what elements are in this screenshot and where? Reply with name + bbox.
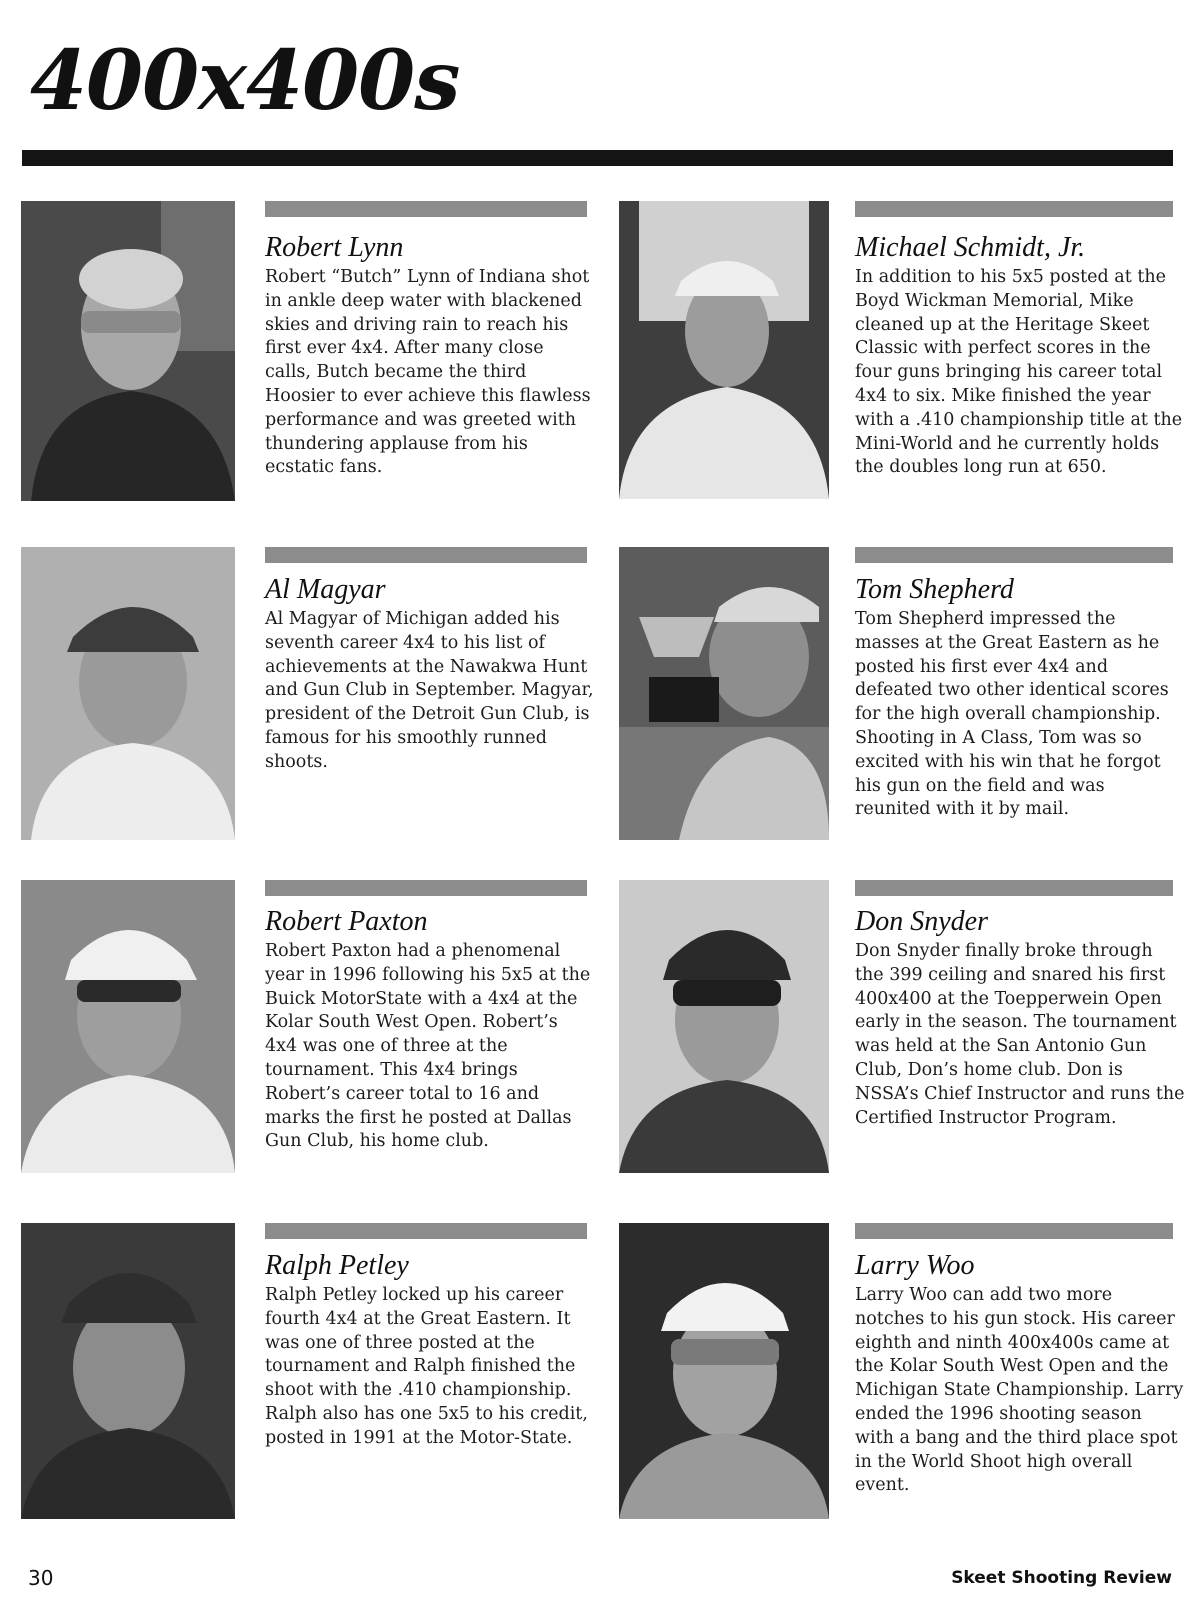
name-divider-bar [855, 1223, 1173, 1239]
profile-name: Don Snyder [855, 906, 988, 937]
profile-bio: In addition to his 5x5 posted at the Boyd Wickman Memorial, Mike cleaned up at the Heritage Skeet Classic with perfect scores in the four guns bringing his career total 4x4 to six. Mike finished the year with a .410 championship title at the Mini-World and he currently holds the doubles long run at 650. [855, 267, 1183, 478]
portrait-photo-tom-shepherd [619, 547, 829, 840]
name-divider-bar [855, 880, 1173, 896]
profile-name: Robert Lynn [265, 232, 404, 263]
name-divider-bar [855, 547, 1173, 563]
name-divider-bar [265, 1223, 587, 1239]
profile-bio: Tom Shepherd impressed the masses at the Great Eastern as he posted his first ever 4x4 and defeated two other identical scores for the high overall championship. Shooting in A Class, Tom was so excited with his win that he forgot his gun on the field and was reunited with it by mail. [855, 609, 1169, 820]
profile-bio: Larry Woo can add two more notches to his gun stock. His career eighth and ninth 400x400s came at the Kolar South West Open and the Michigan State Championship. Larry ended the 1996 shooting season with a bang and the third place spot in the World Shoot high overall event. [855, 1285, 1184, 1496]
portrait-photo-michael-schmidt [619, 201, 829, 499]
portrait-photo-robert-lynn [21, 201, 235, 501]
portrait-photo-al-magyar [21, 547, 235, 840]
profile-name: Al Magyar [265, 574, 386, 605]
portrait-photo-don-snyder [619, 880, 829, 1173]
profile-name: Robert Paxton [265, 906, 428, 937]
profile-bio: Don Snyder finally broke through the 399 ceiling and snared his first 400x400 at the Toepperwein Open early in the season. The tournament was held at the San Antonio Gun Club, Don’s home club. Don is NSSA’s Chief Instructor and runs the Certified Instructor Program. [855, 941, 1185, 1128]
profile-name: Tom Shepherd [855, 574, 1014, 605]
profile-bio: Robert “Butch” Lynn of Indiana shot in ankle deep water with blackened skies and driving rain to reach his first ever 4x4. After many close calls, Butch became the third Hoosier to ever achieve this flawless performance and was greeted with thundering applause from his ecstatic fans. [265, 267, 591, 478]
name-divider-bar [855, 201, 1173, 217]
name-divider-bar [265, 880, 587, 896]
profile-name: Michael Schmidt, Jr. [855, 232, 1086, 263]
profile-name: Larry Woo [855, 1250, 975, 1281]
title-rule [22, 150, 1173, 166]
profile-name: Ralph Petley [265, 1250, 409, 1281]
name-divider-bar [265, 547, 587, 563]
profile-bio: Al Magyar of Michigan added his seventh career 4x4 to his list of achievements at the Nawakwa Hunt and Gun Club in September. Magyar, president of the Detroit Gun Club, is famous for his smoothly runned shoots. [265, 609, 594, 772]
name-divider-bar [265, 201, 587, 217]
portrait-photo-ralph-petley [21, 1223, 235, 1519]
page-number: 30 [28, 1566, 54, 1590]
publication-name: Skeet Shooting Review [951, 1568, 1172, 1588]
portrait-photo-larry-woo [619, 1223, 829, 1519]
profile-bio: Robert Paxton had a phenomenal year in 1996 following his 5x5 at the Buick MotorState with a 4x4 at the Kolar South West Open. Robert’s 4x4 was one of three at the tournament. This 4x4 brings Robert’s career total to 16 and marks the first he posted at Dallas Gun Club, his home club. [265, 941, 591, 1152]
page-title: 400x400s [30, 33, 460, 129]
profile-bio: Ralph Petley locked up his career fourth 4x4 at the Great Eastern. It was one of three posted at the tournament and Ralph finished the shoot with the .410 championship. Ralph also has one 5x5 to his credit, posted in 1991 at the Motor-State. [265, 1285, 588, 1448]
portrait-photo-robert-paxton [21, 880, 235, 1173]
